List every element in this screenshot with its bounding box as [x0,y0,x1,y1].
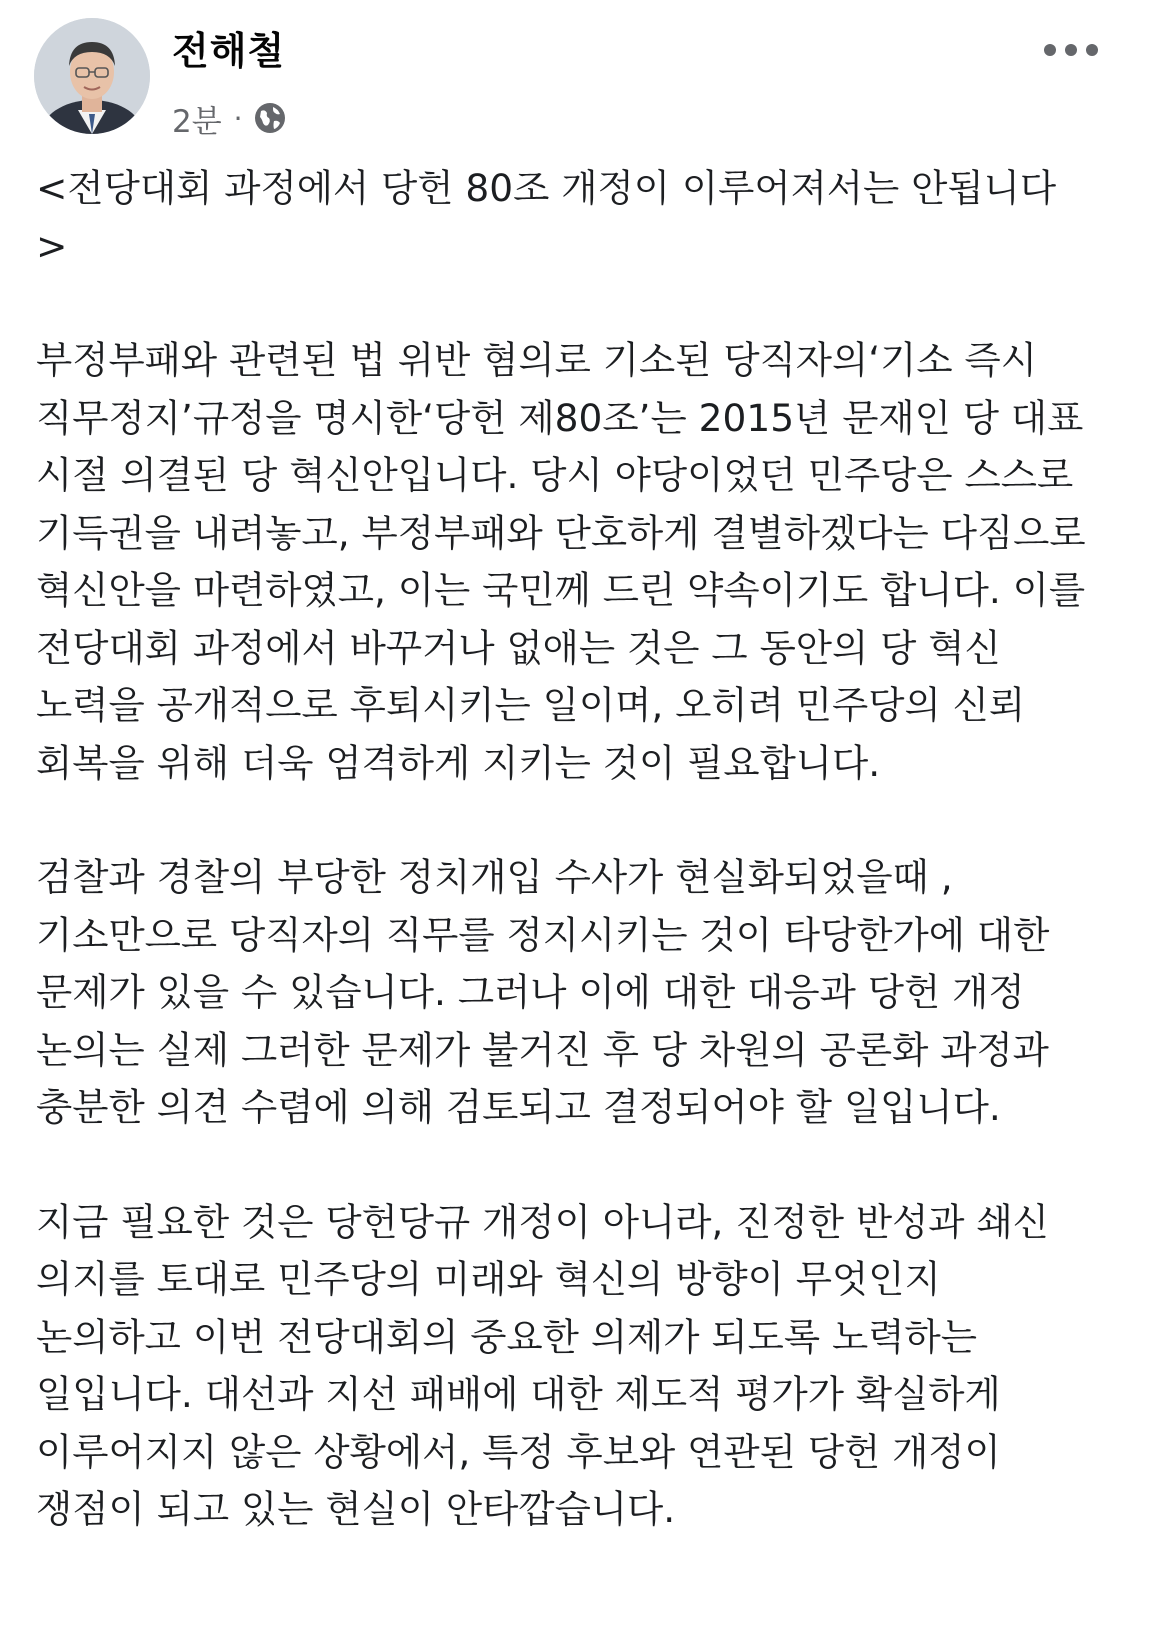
post-title-line: <전당대회 과정에서 당헌 80조 개정이 이루어져서는 안됩니다 > [36,166,1057,268]
post-paragraph: 부정부패와 관련된 법 위반 혐의로 기소된 당직자의‘기소 즉시 직무정지’규정을 명시한‘당헌 제80조’는 2015년 문재인 당 대표 시절 의결된 당 혁신안입니다. 당시 야당이었던 민주당은 스스로 기득권을 내려놓고, 부정부패와 단호하게 결별하겠다는 다짐으로 혁신안을 마련하였고, 이는 국민께 드린 약속이기도 합니다. 이를 전당대회 과정에서 바꾸거나 없애는 것은 그 동안의 당 혁신 노력을 공개적으로 후퇴시키는 일이며, 오히려 민주당의 신뢰 회복을 위해 더욱 엄격하게 지키는 것이 필요합니다. [36,338,1086,785]
post-body [36,160,1096,1539]
post-header [0,0,1170,150]
globe-icon[interactable] [253,101,287,135]
post-paragraph: 지금 필요한 것은 당헌당규 개정이 아니라, 진정한 반성과 쇄신 의지를 토대로 민주당의 미래와 혁신의 방향이 무엇인지 논의하고 이번 전당대회의 중요한 의제가 되도록 노력하는 일입니다. 대선과 지선 패배에 대한 제도적 평가가 확실하게 이루어지지 않은 상황에서, 특정 후보와 연관된 당헌 개정이 쟁점이 되고 있는 현실이 안타깝습니다. [36,1199,1049,1531]
author-name[interactable]: 전해철 [172,29,286,73]
more-dot [1086,44,1098,56]
post-paragraph: 검찰과 경찰의 부당한 정치개입 수사가 현실화되었을때 , 기소만으로 당직자의 직무를 정지시키는 것이 타당한가에 대한 문제가 있을 수 있습니다. 그러나 이에 대한 대응과 당헌 개정 논의는 실제 그러한 문제가 불거진 후 당 차원의 공론화 과정과 충분한 의견 수렴에 의해 검토되고 결정되어야 할 일입니다. [36,855,1050,1129]
avatar-photo [34,18,150,134]
more-dot [1044,44,1056,56]
more-options-icon[interactable] [1044,38,1098,62]
post-meta [172,98,287,138]
post-timestamp[interactable]: 2분 [172,103,222,140]
meta-separator: · [233,101,243,135]
more-dot [1065,44,1077,56]
author-avatar[interactable] [34,18,150,134]
